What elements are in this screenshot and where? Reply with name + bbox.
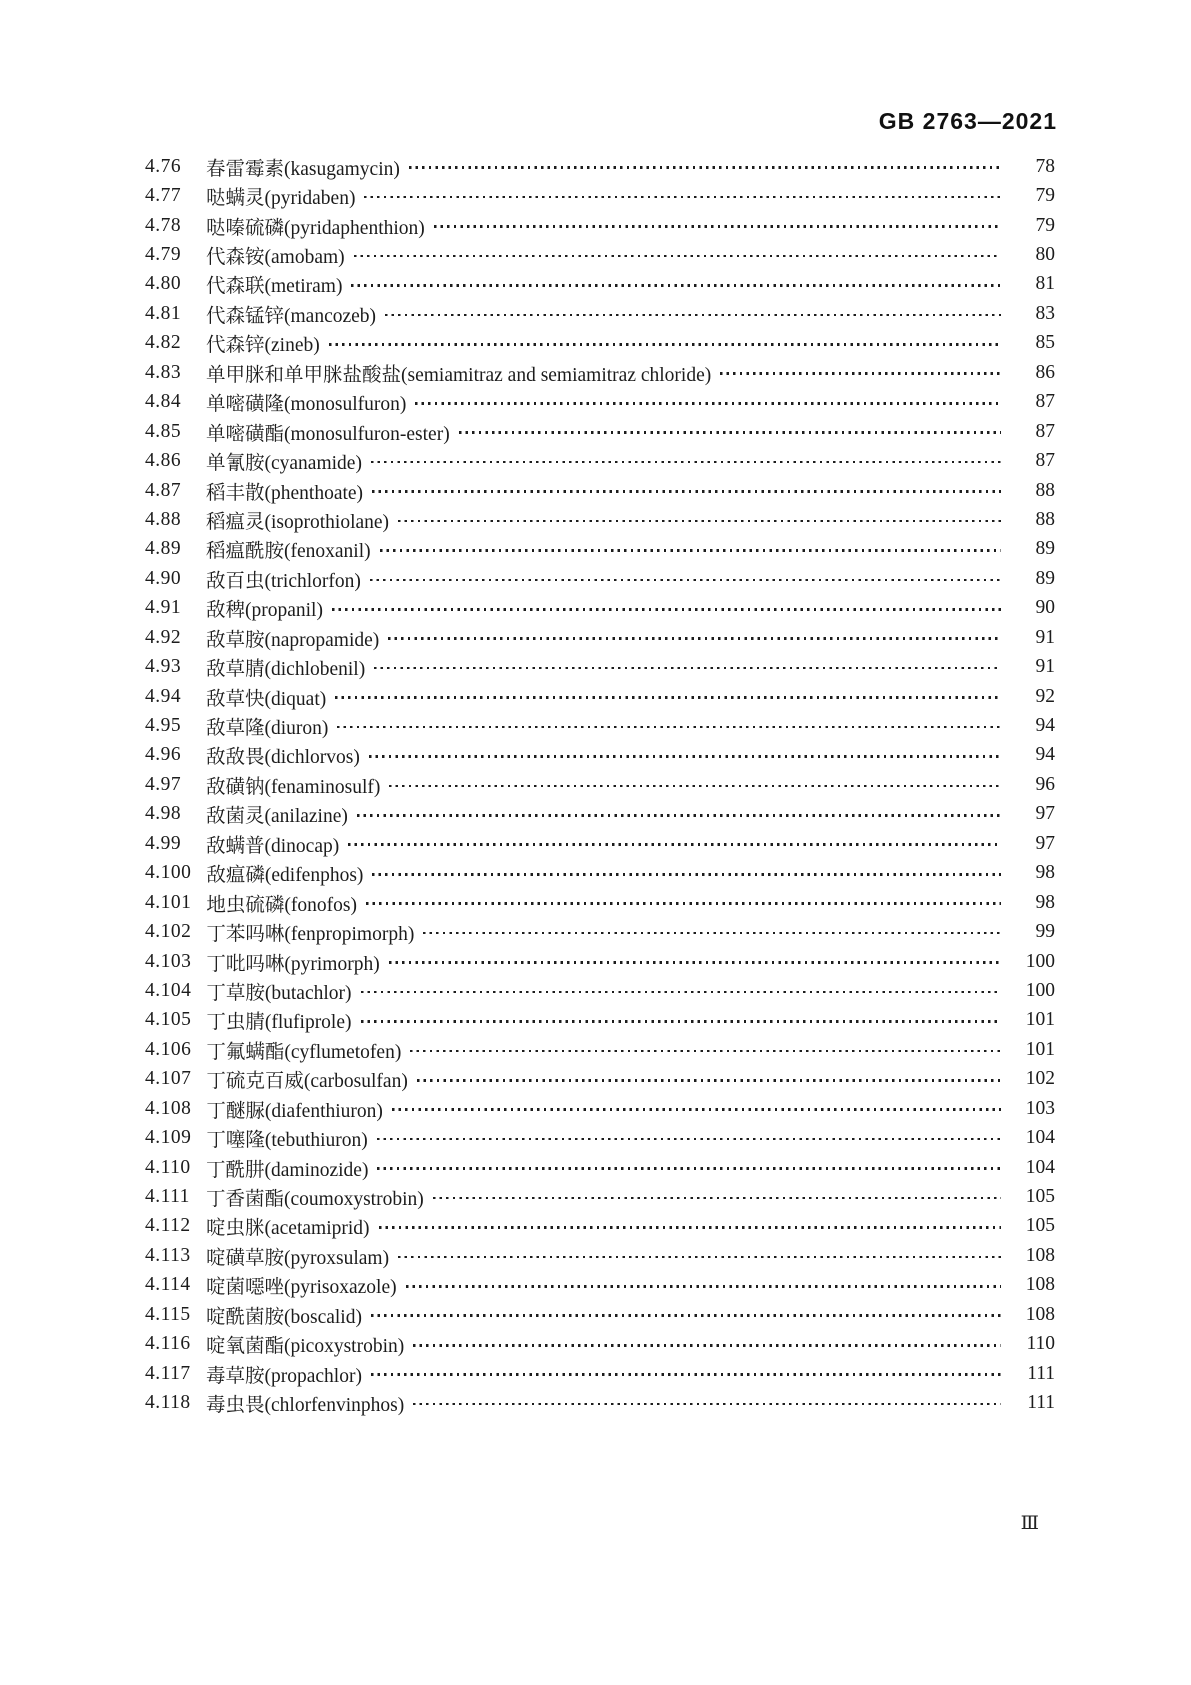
toc-entry-number: 4.87: [145, 479, 182, 501]
dot-leader: [371, 461, 1001, 464]
toc-entry: [145, 446, 1055, 475]
toc-entry-number: 4.106: [145, 1038, 192, 1060]
dot-leader: [434, 225, 1001, 228]
dot-leader: [389, 961, 1001, 964]
dot-leader: [372, 490, 1001, 493]
dot-leader: [389, 785, 1001, 788]
toc-entry: [145, 917, 1055, 946]
dot-leader: [406, 1285, 1001, 1288]
toc-entry-title: 单甲脒和单甲脒盐酸盐(semiamitraz and semiamitraz chloride): [206, 364, 712, 386]
toc-entry-title: 丁虫腈(flufiprole): [206, 1012, 352, 1034]
toc-entry-title: 单嘧磺隆(monosulfuron): [206, 394, 407, 416]
toc-entry-number: 4.79: [145, 244, 182, 266]
toc-entry-number: 4.81: [145, 302, 182, 324]
toc-entry-number: 4.108: [145, 1097, 192, 1119]
toc-entry-page: 108: [1025, 1303, 1055, 1325]
dot-leader: [410, 1050, 1001, 1053]
dot-leader: [385, 314, 1001, 317]
toc-entry-title: 春雷霉素(kasugamycin): [206, 158, 400, 180]
toc-entry: [145, 1300, 1055, 1329]
toc-entry-page: 104: [1025, 1156, 1055, 1178]
toc-entry-page: 87: [1035, 450, 1055, 472]
toc-entry: [145, 417, 1055, 446]
toc-entry-title: 丁醚脲(diafenthiuron): [206, 1100, 383, 1122]
toc-entry-number: 4.110: [145, 1156, 191, 1178]
toc-list: [145, 152, 1055, 1418]
toc-entry-title: 哒嗪硫磷(pyridaphenthion): [206, 217, 425, 239]
toc-entry-page: 97: [1035, 803, 1055, 825]
toc-entry-number: 4.86: [145, 450, 182, 472]
toc-entry-number: 4.91: [145, 597, 182, 619]
toc-entry-page: 83: [1035, 302, 1055, 324]
dot-leader: [335, 696, 1001, 699]
toc-entry-number: 4.111: [145, 1186, 190, 1208]
toc-entry-number: 4.101: [145, 891, 192, 913]
toc-entry-number: 4.104: [145, 979, 192, 1001]
toc-entry: [145, 1094, 1055, 1123]
toc-entry-number: 4.96: [145, 744, 182, 766]
toc-entry-title: 稻瘟酰胺(fenoxanil): [206, 541, 371, 563]
toc-entry-title: 敌草快(diquat): [206, 688, 327, 710]
toc-entry-title: 敌百虫(trichlorfon): [206, 570, 361, 592]
dot-leader: [351, 284, 1001, 287]
toc-entry-number: 4.115: [145, 1303, 191, 1325]
toc-entry: [145, 682, 1055, 711]
toc-entry-number: 4.83: [145, 361, 182, 383]
document-code: GB 2763—2021: [878, 108, 1057, 134]
toc-entry-title: 哒螨灵(pyridaben): [206, 188, 356, 210]
toc-entry-number: 4.109: [145, 1127, 192, 1149]
toc-entry-number: 4.103: [145, 950, 192, 972]
toc-entry-title: 单嘧磺酯(monosulfuron-ester): [206, 423, 450, 445]
toc-entry: [145, 505, 1055, 534]
toc-entry-page: 88: [1035, 508, 1055, 530]
toc-entry-number: 4.112: [145, 1215, 191, 1237]
toc-entry: [145, 770, 1055, 799]
toc-entry: [145, 1065, 1055, 1094]
toc-entry-page: 94: [1035, 715, 1055, 737]
toc-entry-number: 4.80: [145, 273, 182, 295]
toc-entry-title: 啶氧菌酯(picoxystrobin): [206, 1336, 405, 1358]
toc-entry-number: 4.90: [145, 567, 182, 589]
toc-entry-page: 79: [1035, 185, 1055, 207]
toc-entry-title: 丁酰肼(daminozide): [206, 1159, 369, 1181]
toc-entry-title: 丁香菌酯(coumoxystrobin): [206, 1189, 424, 1211]
toc-entry-number: 4.107: [145, 1068, 192, 1090]
toc-entry-number: 4.93: [145, 656, 182, 678]
toc-entry-title: 啶虫脒(acetamiprid): [206, 1218, 370, 1240]
toc-entry-title: 敌草隆(diuron): [206, 718, 329, 740]
toc-entry-title: 敌稗(propanil): [206, 600, 323, 622]
dot-leader: [413, 1403, 1001, 1406]
dot-leader: [415, 402, 1001, 405]
toc-entry-title: 丁噻隆(tebuthiuron): [206, 1130, 368, 1152]
toc-entry-number: 4.116: [145, 1333, 191, 1355]
toc-entry-title: 啶酰菌胺(boscalid): [206, 1306, 362, 1328]
dot-leader: [377, 1167, 1001, 1170]
toc-entry-title: 代森锰锌(mancozeb): [206, 305, 377, 327]
toc-entry: [145, 299, 1055, 328]
dot-leader: [370, 579, 1001, 582]
toc-entry: [145, 476, 1055, 505]
toc-entry-title: 丁氟螨酯(cyflumetofen): [206, 1041, 402, 1063]
toc-entry: [145, 270, 1055, 299]
dot-leader: [332, 608, 1001, 611]
toc-entry-page: 97: [1035, 832, 1055, 854]
dot-leader: [374, 667, 1001, 670]
toc-entry: [145, 711, 1055, 740]
toc-entry-number: 4.94: [145, 685, 182, 707]
toc-entry-page: 111: [1027, 1362, 1055, 1384]
dot-leader: [398, 520, 1001, 523]
toc-entry: [145, 181, 1055, 210]
dot-leader: [369, 755, 1001, 758]
toc-entry-title: 啶菌噁唑(pyrisoxazole): [206, 1277, 397, 1299]
toc-entry-number: 4.76: [145, 155, 182, 177]
toc-entry: [145, 240, 1055, 269]
dot-leader: [433, 1197, 1001, 1200]
toc-entry-page: 91: [1035, 626, 1055, 648]
toc-entry-page: 108: [1025, 1244, 1055, 1266]
toc-entry-page: 101: [1025, 1038, 1055, 1060]
toc-entry-page: 101: [1025, 1009, 1055, 1031]
toc-entry: [145, 594, 1055, 623]
toc-entry-page: 111: [1027, 1392, 1055, 1414]
toc-entry-page: 88: [1035, 479, 1055, 501]
toc-entry-number: 4.97: [145, 773, 182, 795]
dot-leader: [361, 991, 1001, 994]
toc-entry: [145, 535, 1055, 564]
toc-entry-page: 90: [1035, 597, 1055, 619]
toc-entry: [145, 388, 1055, 417]
toc-entry-title: 稻丰散(phenthoate): [206, 482, 364, 504]
toc-entry-title: 啶磺草胺(pyroxsulam): [206, 1247, 390, 1269]
toc-entry: [145, 947, 1055, 976]
toc-entry: [145, 1241, 1055, 1270]
toc-entry-number: 4.102: [145, 921, 192, 943]
toc-entry-number: 4.100: [145, 862, 192, 884]
toc-entry: [145, 564, 1055, 593]
toc-entry-page: 104: [1025, 1127, 1055, 1149]
toc-entry: [145, 829, 1055, 858]
toc-entry-page: 80: [1035, 244, 1055, 266]
toc-entry-page: 85: [1035, 332, 1055, 354]
toc-entry-page: 100: [1025, 979, 1055, 1001]
dot-leader: [337, 726, 1001, 729]
toc-entry-number: 4.82: [145, 332, 182, 354]
dot-leader: [392, 1108, 1001, 1111]
toc-entry: [145, 623, 1055, 652]
toc-entry-title: 代森铵(amobam): [206, 247, 345, 269]
toc-entry: [145, 358, 1055, 387]
toc-entry-page: 89: [1035, 567, 1055, 589]
toc-entry-page: 89: [1035, 538, 1055, 560]
toc-entry: [145, 152, 1055, 181]
toc-entry: [145, 211, 1055, 240]
toc-entry-title: 地虫硫磷(fonofos): [206, 894, 357, 916]
dot-leader: [377, 1138, 1001, 1141]
toc-entry-title: 敌磺钠(fenaminosulf): [206, 776, 381, 798]
toc-entry: [145, 652, 1055, 681]
toc-entry-page: 87: [1035, 420, 1055, 442]
toc-entry-number: 4.117: [145, 1362, 191, 1384]
page-number-roman: Ⅲ: [1020, 1513, 1039, 1534]
toc-entry-page: 105: [1025, 1215, 1055, 1237]
toc-entry: [145, 329, 1055, 358]
dot-leader: [459, 431, 1001, 434]
dot-leader: [379, 1226, 1001, 1229]
toc-entry: [145, 1271, 1055, 1300]
toc-entry-number: 4.114: [145, 1274, 191, 1296]
toc-entry: [145, 1330, 1055, 1359]
toc-entry-title: 丁硫克百威(carbosulfan): [206, 1071, 408, 1093]
toc-entry-page: 92: [1035, 685, 1055, 707]
toc-entry-page: 100: [1025, 950, 1055, 972]
toc-entry-page: 103: [1025, 1097, 1055, 1119]
toc-entry: [145, 1006, 1055, 1035]
toc-entry-page: 99: [1035, 921, 1055, 943]
dot-leader: [372, 873, 1001, 876]
dot-leader: [371, 1373, 1001, 1376]
toc-entry-page: 79: [1035, 214, 1055, 236]
toc-entry-page: 98: [1035, 891, 1055, 913]
toc-entry-page: 86: [1035, 361, 1055, 383]
toc-entry-page: 108: [1025, 1274, 1055, 1296]
toc-entry-title: 敌螨普(dinocap): [206, 835, 340, 857]
toc-entry: [145, 1035, 1055, 1064]
toc-entry-title: 敌草胺(napropamide): [206, 629, 380, 651]
toc-entry-title: 丁吡吗啉(pyrimorph): [206, 953, 380, 975]
toc-entry-title: 单氰胺(cyanamide): [206, 453, 362, 475]
toc-entry-title: 敌草腈(dichlobenil): [206, 659, 366, 681]
toc-entry-number: 4.95: [145, 715, 182, 737]
toc-entry-number: 4.98: [145, 803, 182, 825]
toc-entry: [145, 1388, 1055, 1417]
toc-entry-page: 91: [1035, 656, 1055, 678]
toc-entry-title: 毒虫畏(chlorfenvinphos): [206, 1395, 405, 1417]
toc-entry-number: 4.92: [145, 626, 182, 648]
toc-entry-number: 4.77: [145, 185, 182, 207]
toc-entry-title: 稻瘟灵(isoprothiolane): [206, 511, 390, 533]
toc-entry-number: 4.84: [145, 391, 182, 413]
dot-leader: [329, 343, 1001, 346]
dot-leader: [371, 1314, 1001, 1317]
toc-entry: [145, 1212, 1055, 1241]
dot-leader: [398, 1256, 1001, 1259]
toc-entry-number: 4.78: [145, 214, 182, 236]
toc-entry-title: 敌瘟磷(edifenphos): [206, 865, 364, 887]
dot-leader: [720, 372, 1001, 375]
dot-leader: [366, 902, 1001, 905]
toc-entry-page: 87: [1035, 391, 1055, 413]
toc-entry-title: 敌菌灵(anilazine): [206, 806, 348, 828]
toc-entry-title: 代森锌(zineb): [206, 335, 320, 357]
toc-entry: [145, 859, 1055, 888]
toc-entry-page: 110: [1026, 1333, 1055, 1355]
dot-leader: [423, 932, 1001, 935]
toc-entry-page: 81: [1035, 273, 1055, 295]
dot-leader: [380, 549, 1001, 552]
toc-entry-title: 毒草胺(propachlor): [206, 1365, 362, 1387]
dot-leader: [361, 1020, 1001, 1023]
dot-leader: [417, 1079, 1001, 1082]
toc-entry: [145, 976, 1055, 1005]
toc-entry: [145, 800, 1055, 829]
toc-entry-number: 4.85: [145, 420, 182, 442]
toc-entry-title: 敌敌畏(dichlorvos): [206, 747, 360, 769]
toc-entry-number: 4.118: [145, 1392, 191, 1414]
toc-entry-page: 96: [1035, 773, 1055, 795]
toc-entry: [145, 1359, 1055, 1388]
toc-entry: [145, 741, 1055, 770]
dot-leader: [348, 843, 1001, 846]
dot-leader: [409, 166, 1001, 169]
toc-entry-page: 94: [1035, 744, 1055, 766]
dot-leader: [364, 196, 1001, 199]
dot-leader: [388, 637, 1001, 640]
toc-entry-title: 丁苯吗啉(fenpropimorph): [206, 924, 415, 946]
toc-entry-title: 丁草胺(butachlor): [206, 982, 352, 1004]
dot-leader: [357, 814, 1001, 817]
toc-entry-number: 4.105: [145, 1009, 192, 1031]
toc-entry: [145, 888, 1055, 917]
toc-entry-page: 98: [1035, 862, 1055, 884]
toc-entry-number: 4.99: [145, 832, 182, 854]
dot-leader: [354, 255, 1001, 258]
toc-entry-page: 102: [1025, 1068, 1055, 1090]
toc-entry-page: 105: [1025, 1186, 1055, 1208]
toc-entry-page: 78: [1035, 155, 1055, 177]
toc-entry: [145, 1182, 1055, 1211]
toc-entry-number: 4.88: [145, 508, 182, 530]
toc-entry: [145, 1123, 1055, 1152]
toc-entry-title: 代森联(metiram): [206, 276, 343, 298]
toc-entry-number: 4.89: [145, 538, 182, 560]
dot-leader: [413, 1344, 1001, 1347]
toc-entry-number: 4.113: [145, 1244, 191, 1266]
toc-entry: [145, 1153, 1055, 1182]
